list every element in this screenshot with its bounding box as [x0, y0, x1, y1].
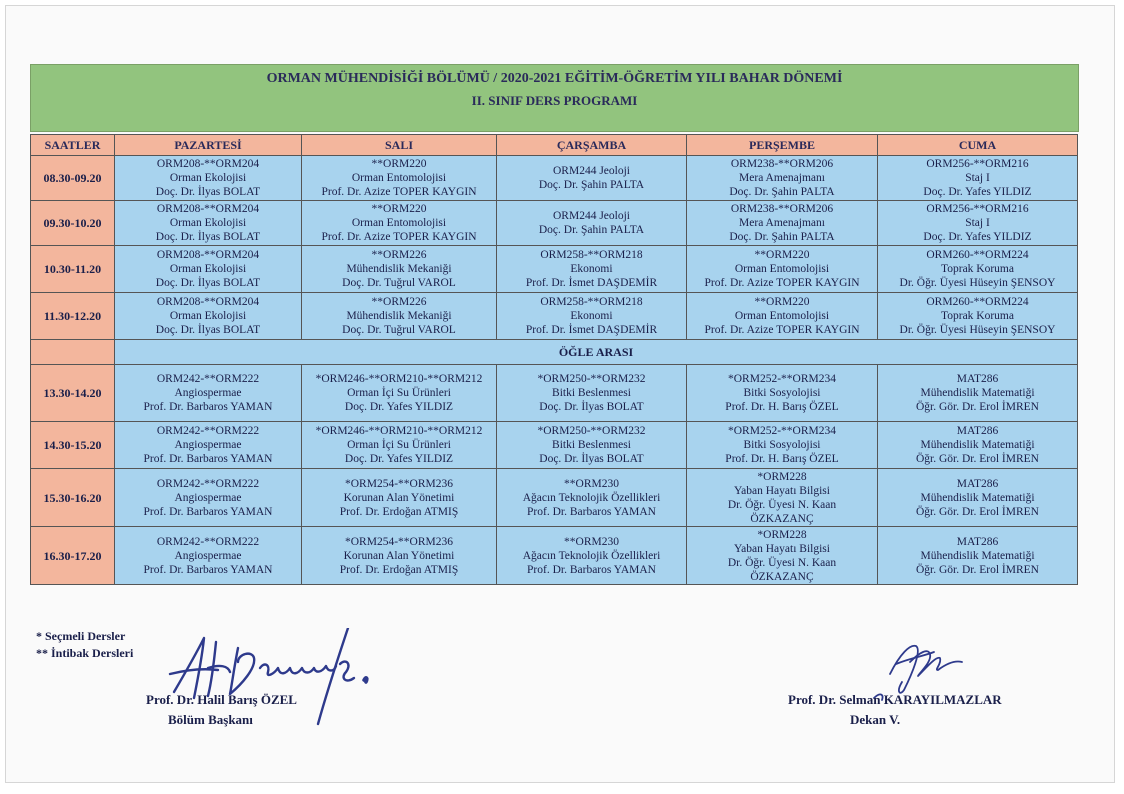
- course-detail: Orman Ekolojisi: [169, 263, 247, 275]
- course-detail: ÖZKAZANÇ: [750, 512, 814, 525]
- course-detail: Prof. Dr. H. Barış ÖZEL: [725, 401, 839, 413]
- time-slot: 11.30-12.20: [31, 293, 115, 340]
- course-detail: Bitki Sosyolojisi: [743, 387, 821, 399]
- lunch-hour-cell: [31, 340, 115, 365]
- course-detail: Doç. Dr. Yafes YILDIZ: [344, 401, 454, 413]
- course-code: **ORM226: [371, 296, 427, 308]
- course-detail: Angiospermae: [174, 387, 242, 399]
- course-cell: [115, 246, 302, 293]
- course-detail: Öğr. Gör. Dr. Erol İMREN: [916, 563, 1039, 576]
- course-detail: Mühendislik Matematiği: [920, 387, 1035, 399]
- course-detail: Doç. Dr. İlyas BOLAT: [155, 277, 261, 289]
- course-detail: Ağacın Teknolojik Özellikleri: [522, 549, 661, 562]
- course-code: ORM208-**ORM204: [156, 249, 260, 261]
- course-cell: [115, 201, 302, 246]
- legend-notes: [36, 628, 133, 662]
- course-detail: Prof. Dr. Barbaros YAMAN: [143, 453, 273, 465]
- schedule-row: [31, 469, 1078, 527]
- time-slot: 13.30-14.20: [31, 365, 115, 422]
- course-code: ORM208-**ORM204: [156, 296, 260, 308]
- course-detail: Prof. Dr. İsmet DAŞDEMİR: [525, 277, 658, 289]
- course-detail: Prof. Dr. H. Barış ÖZEL: [725, 453, 839, 465]
- course-cell: [878, 469, 1078, 527]
- course-detail: Doç. Dr. Şahin PALTA: [729, 231, 835, 243]
- course-cell: [115, 365, 302, 422]
- time-slot: 16.30-17.20: [31, 527, 115, 585]
- column-header: PERŞEMBE: [687, 135, 878, 156]
- course-code: ORM256-**ORM216: [926, 203, 1029, 215]
- schedule-row: [31, 201, 1078, 246]
- schedule-table: [30, 134, 1078, 585]
- course-detail: Dr. Öğr. Üyesi N. Kaan: [727, 556, 837, 569]
- course-code: MAT286: [956, 373, 999, 385]
- course-code: *ORM252-**ORM234: [728, 425, 836, 437]
- course-code: *ORM228: [757, 470, 807, 483]
- course-detail: Bitki Beslenmesi: [552, 387, 631, 399]
- course-cell: [115, 422, 302, 469]
- course-detail: Mühendislik Matematiği: [920, 491, 1035, 504]
- course-detail: Orman İçi Su Ürünleri: [347, 439, 451, 451]
- course-cell: [497, 365, 687, 422]
- time-slot: 10.30-11.20: [31, 246, 115, 293]
- course-detail: Angiospermae: [174, 491, 242, 504]
- course-detail: Korunan Alan Yönetimi: [343, 549, 455, 562]
- course-cell: [687, 246, 878, 293]
- column-header: SALI: [302, 135, 497, 156]
- course-cell: [878, 246, 1078, 293]
- course-cell: [687, 469, 878, 527]
- course-cell: [302, 527, 497, 585]
- course-detail: Prof. Dr. Erdoğan ATMIŞ: [339, 563, 459, 576]
- course-cell: [497, 527, 687, 585]
- course-code: ORM242-**ORM222: [156, 535, 260, 548]
- schedule-row: [31, 156, 1078, 201]
- course-detail: Prof. Dr. Barbaros YAMAN: [143, 563, 273, 576]
- note-elective: * Seçmeli Dersler: [36, 629, 126, 643]
- course-detail: Prof. Dr. Azize TOPER KAYGIN: [704, 277, 860, 289]
- course-code: ORM258-**ORM218: [540, 296, 643, 308]
- course-detail: Orman Ekolojisi: [169, 310, 247, 322]
- course-code: ORM208-**ORM204: [156, 203, 260, 215]
- course-detail: Angiospermae: [174, 439, 242, 451]
- course-detail: Mera Amenajmanı: [739, 172, 825, 184]
- course-cell: [687, 422, 878, 469]
- course-detail: Doç. Dr. Şahin PALTA: [729, 186, 835, 198]
- course-cell: [497, 422, 687, 469]
- course-detail: Orman Entomolojisi: [351, 172, 447, 184]
- course-cell: [302, 246, 497, 293]
- course-detail: Doç. Dr. Şahin PALTA: [538, 179, 645, 191]
- course-detail: Yaban Hayatı Bilgisi: [734, 542, 830, 555]
- course-detail: Bitki Beslenmesi: [552, 439, 631, 451]
- course-cell: [115, 156, 302, 201]
- course-detail: Dr. Öğr. Üyesi Hüseyin ŞENSOY: [899, 324, 1056, 336]
- schedule-row: [31, 422, 1078, 469]
- course-detail: Bitki Sosyolojisi: [743, 439, 821, 451]
- course-code: **ORM220: [754, 296, 810, 308]
- course-detail: Orman Entomolojisi: [734, 310, 830, 322]
- course-detail: Prof. Dr. Azize TOPER KAYGIN: [704, 324, 860, 336]
- course-code: *ORM254-**ORM236: [345, 535, 453, 548]
- course-detail: Prof. Dr. Azize TOPER KAYGIN: [321, 231, 477, 243]
- course-detail: Öğr. Gör. Dr. Erol İMREN: [916, 505, 1039, 518]
- course-detail: Mera Amenajmanı: [739, 217, 825, 229]
- course-detail: Doç. Dr. Tuğrul VAROL: [342, 277, 456, 289]
- title-band: [30, 64, 1079, 132]
- course-cell: [302, 293, 497, 340]
- course-cell: [878, 293, 1078, 340]
- column-header: PAZARTESİ: [115, 135, 302, 156]
- page-subtitle: II. SINIF DERS PROGRAMI: [471, 93, 638, 108]
- course-code: ORM244 Jeoloji: [553, 165, 630, 177]
- course-detail: Doç. Dr. Şahin PALTA: [538, 224, 645, 236]
- course-detail: Doç. Dr. İlyas BOLAT: [155, 231, 261, 243]
- course-detail: Orman İçi Su Ürünleri: [347, 387, 451, 399]
- course-detail: Doç. Dr. İlyas BOLAT: [539, 453, 644, 465]
- course-code: MAT286: [956, 535, 999, 548]
- column-header: SAATLER: [31, 135, 115, 156]
- course-cell: [497, 293, 687, 340]
- course-detail: Öğr. Gör. Dr. Erol İMREN: [916, 401, 1039, 413]
- course-code: ORM258-**ORM218: [540, 249, 643, 261]
- course-detail: Doç. Dr. İlyas BOLAT: [155, 186, 261, 198]
- course-code: ORM242-**ORM222: [156, 425, 260, 437]
- course-detail: Mühendislik Matematiği: [920, 439, 1035, 451]
- course-detail: Doç. Dr. Tuğrul VAROL: [342, 324, 456, 336]
- course-cell: [497, 201, 687, 246]
- time-slot: 14.30-15.20: [31, 422, 115, 469]
- course-detail: Ekonomi: [570, 263, 613, 275]
- course-code: ORM238-**ORM206: [730, 203, 834, 215]
- column-header: CUMA: [878, 135, 1078, 156]
- time-slot: 09.30-10.20: [31, 201, 115, 246]
- course-code: *ORM254-**ORM236: [345, 477, 453, 490]
- schedule-row: [31, 293, 1078, 340]
- course-cell: [497, 469, 687, 527]
- course-detail: Dr. Öğr. Üyesi Hüseyin ŞENSOY: [899, 277, 1056, 289]
- course-code: ORM260-**ORM224: [926, 296, 1029, 308]
- lunch-row: [31, 340, 1078, 365]
- course-detail: Dr. Öğr. Üyesi N. Kaan: [727, 498, 837, 511]
- course-detail: Prof. Dr. Erdoğan ATMIŞ: [339, 505, 459, 518]
- course-detail: Doç. Dr. İlyas BOLAT: [155, 324, 261, 336]
- course-cell: [687, 293, 878, 340]
- course-detail: Staj I: [965, 172, 990, 184]
- course-detail: Staj I: [965, 217, 990, 229]
- course-cell: [687, 201, 878, 246]
- course-cell: [302, 156, 497, 201]
- course-code: **ORM230: [564, 535, 619, 548]
- note-transfer: ** İntibak Dersleri: [36, 646, 134, 660]
- course-code: MAT286: [956, 425, 999, 437]
- course-detail: Doç. Dr. İlyas BOLAT: [539, 401, 644, 413]
- course-code: MAT286: [956, 477, 999, 490]
- course-cell: [687, 365, 878, 422]
- course-code: **ORM220: [371, 158, 427, 170]
- left-signer-name: Prof. Dr. Halil Barış ÖZEL: [146, 692, 297, 707]
- left-signature-block: [146, 690, 297, 730]
- course-detail: Ağacın Teknolojik Özellikleri: [522, 491, 661, 504]
- course-detail: Prof. Dr. Barbaros YAMAN: [527, 505, 656, 518]
- course-detail: Prof. Dr. Azize TOPER KAYGIN: [321, 186, 477, 198]
- lunch-break-label: ÖĞLE ARASI: [115, 340, 1078, 365]
- course-code: ORM256-**ORM216: [926, 158, 1029, 170]
- course-code: *ORM246-**ORM210-**ORM212: [315, 373, 483, 385]
- course-detail: Korunan Alan Yönetimi: [343, 491, 455, 504]
- schedule-row: [31, 527, 1078, 585]
- course-detail: Mühendislik Mekaniği: [346, 263, 452, 275]
- course-cell: [497, 156, 687, 201]
- course-cell: [302, 469, 497, 527]
- course-detail: Yaban Hayatı Bilgisi: [734, 484, 830, 497]
- course-detail: Mühendislik Matematiği: [920, 549, 1035, 562]
- course-cell: [302, 201, 497, 246]
- course-cell: [878, 201, 1078, 246]
- course-detail: Orman Ekolojisi: [169, 172, 247, 184]
- course-detail: Prof. Dr. Barbaros YAMAN: [143, 505, 273, 518]
- schedule-row: [31, 246, 1078, 293]
- course-code: ORM260-**ORM224: [926, 249, 1029, 261]
- course-detail: Doç. Dr. Yafes YILDIZ: [344, 453, 454, 465]
- course-cell: [878, 527, 1078, 585]
- course-detail: Prof. Dr. Barbaros YAMAN: [527, 563, 656, 576]
- course-cell: [878, 156, 1078, 201]
- course-code: **ORM226: [371, 249, 427, 261]
- course-cell: [687, 527, 878, 585]
- course-detail: Toprak Koruma: [941, 310, 1014, 322]
- header-row: [31, 135, 1078, 156]
- column-header: ÇARŞAMBA: [497, 135, 687, 156]
- course-cell: [878, 422, 1078, 469]
- course-detail: Doç. Dr. Yafes YILDIZ: [923, 231, 1032, 243]
- right-signature-block: [788, 690, 1002, 730]
- course-detail: Angiospermae: [174, 549, 242, 562]
- course-code: *ORM246-**ORM210-**ORM212: [315, 425, 483, 437]
- course-code: *ORM250-**ORM232: [537, 373, 646, 385]
- course-detail: Orman Entomolojisi: [734, 263, 830, 275]
- course-code: ORM208-**ORM204: [156, 158, 260, 170]
- right-signer-name: Prof. Dr. Selman KARAYILMAZLAR: [788, 692, 1002, 707]
- course-code: ORM238-**ORM206: [730, 158, 834, 170]
- course-code: ORM244 Jeoloji: [553, 210, 630, 222]
- course-detail: Öğr. Gör. Dr. Erol İMREN: [916, 453, 1039, 465]
- course-cell: [687, 156, 878, 201]
- page-title: ORMAN MÜHENDİSİĞİ BÖLÜMÜ / 2020-2021 EĞİTİM-ÖĞRETİM YILI BAHAR DÖNEMİ: [266, 71, 843, 86]
- course-code: *ORM252-**ORM234: [728, 373, 836, 385]
- course-detail: Orman Ekolojisi: [169, 217, 247, 229]
- course-cell: [115, 469, 302, 527]
- course-detail: ÖZKAZANÇ: [750, 570, 814, 583]
- course-code: *ORM228: [757, 528, 807, 541]
- time-slot: 15.30-16.20: [31, 469, 115, 527]
- course-code: ORM242-**ORM222: [156, 477, 260, 490]
- course-cell: [878, 365, 1078, 422]
- course-code: **ORM220: [371, 203, 427, 215]
- course-code: ORM242-**ORM222: [156, 373, 260, 385]
- course-code: **ORM220: [754, 249, 810, 261]
- course-cell: [302, 422, 497, 469]
- course-code: **ORM230: [564, 477, 619, 490]
- left-signer-role: Bölüm Başkanı: [168, 712, 253, 727]
- schedule-row: [31, 365, 1078, 422]
- course-detail: Ekonomi: [570, 310, 613, 322]
- right-signer-role: Dekan V.: [850, 712, 901, 727]
- course-detail: Doç. Dr. Yafes YILDIZ: [923, 186, 1032, 198]
- course-cell: [302, 365, 497, 422]
- course-detail: Toprak Koruma: [941, 263, 1014, 275]
- course-cell: [115, 527, 302, 585]
- course-detail: Prof. Dr. İsmet DAŞDEMİR: [525, 324, 658, 336]
- course-code: *ORM250-**ORM232: [537, 425, 646, 437]
- course-detail: Prof. Dr. Barbaros YAMAN: [143, 401, 273, 413]
- course-cell: [497, 246, 687, 293]
- time-slot: 08.30-09.20: [31, 156, 115, 201]
- course-detail: Mühendislik Mekaniği: [346, 310, 452, 322]
- course-detail: Orman Entomolojisi: [351, 217, 447, 229]
- course-cell: [115, 293, 302, 340]
